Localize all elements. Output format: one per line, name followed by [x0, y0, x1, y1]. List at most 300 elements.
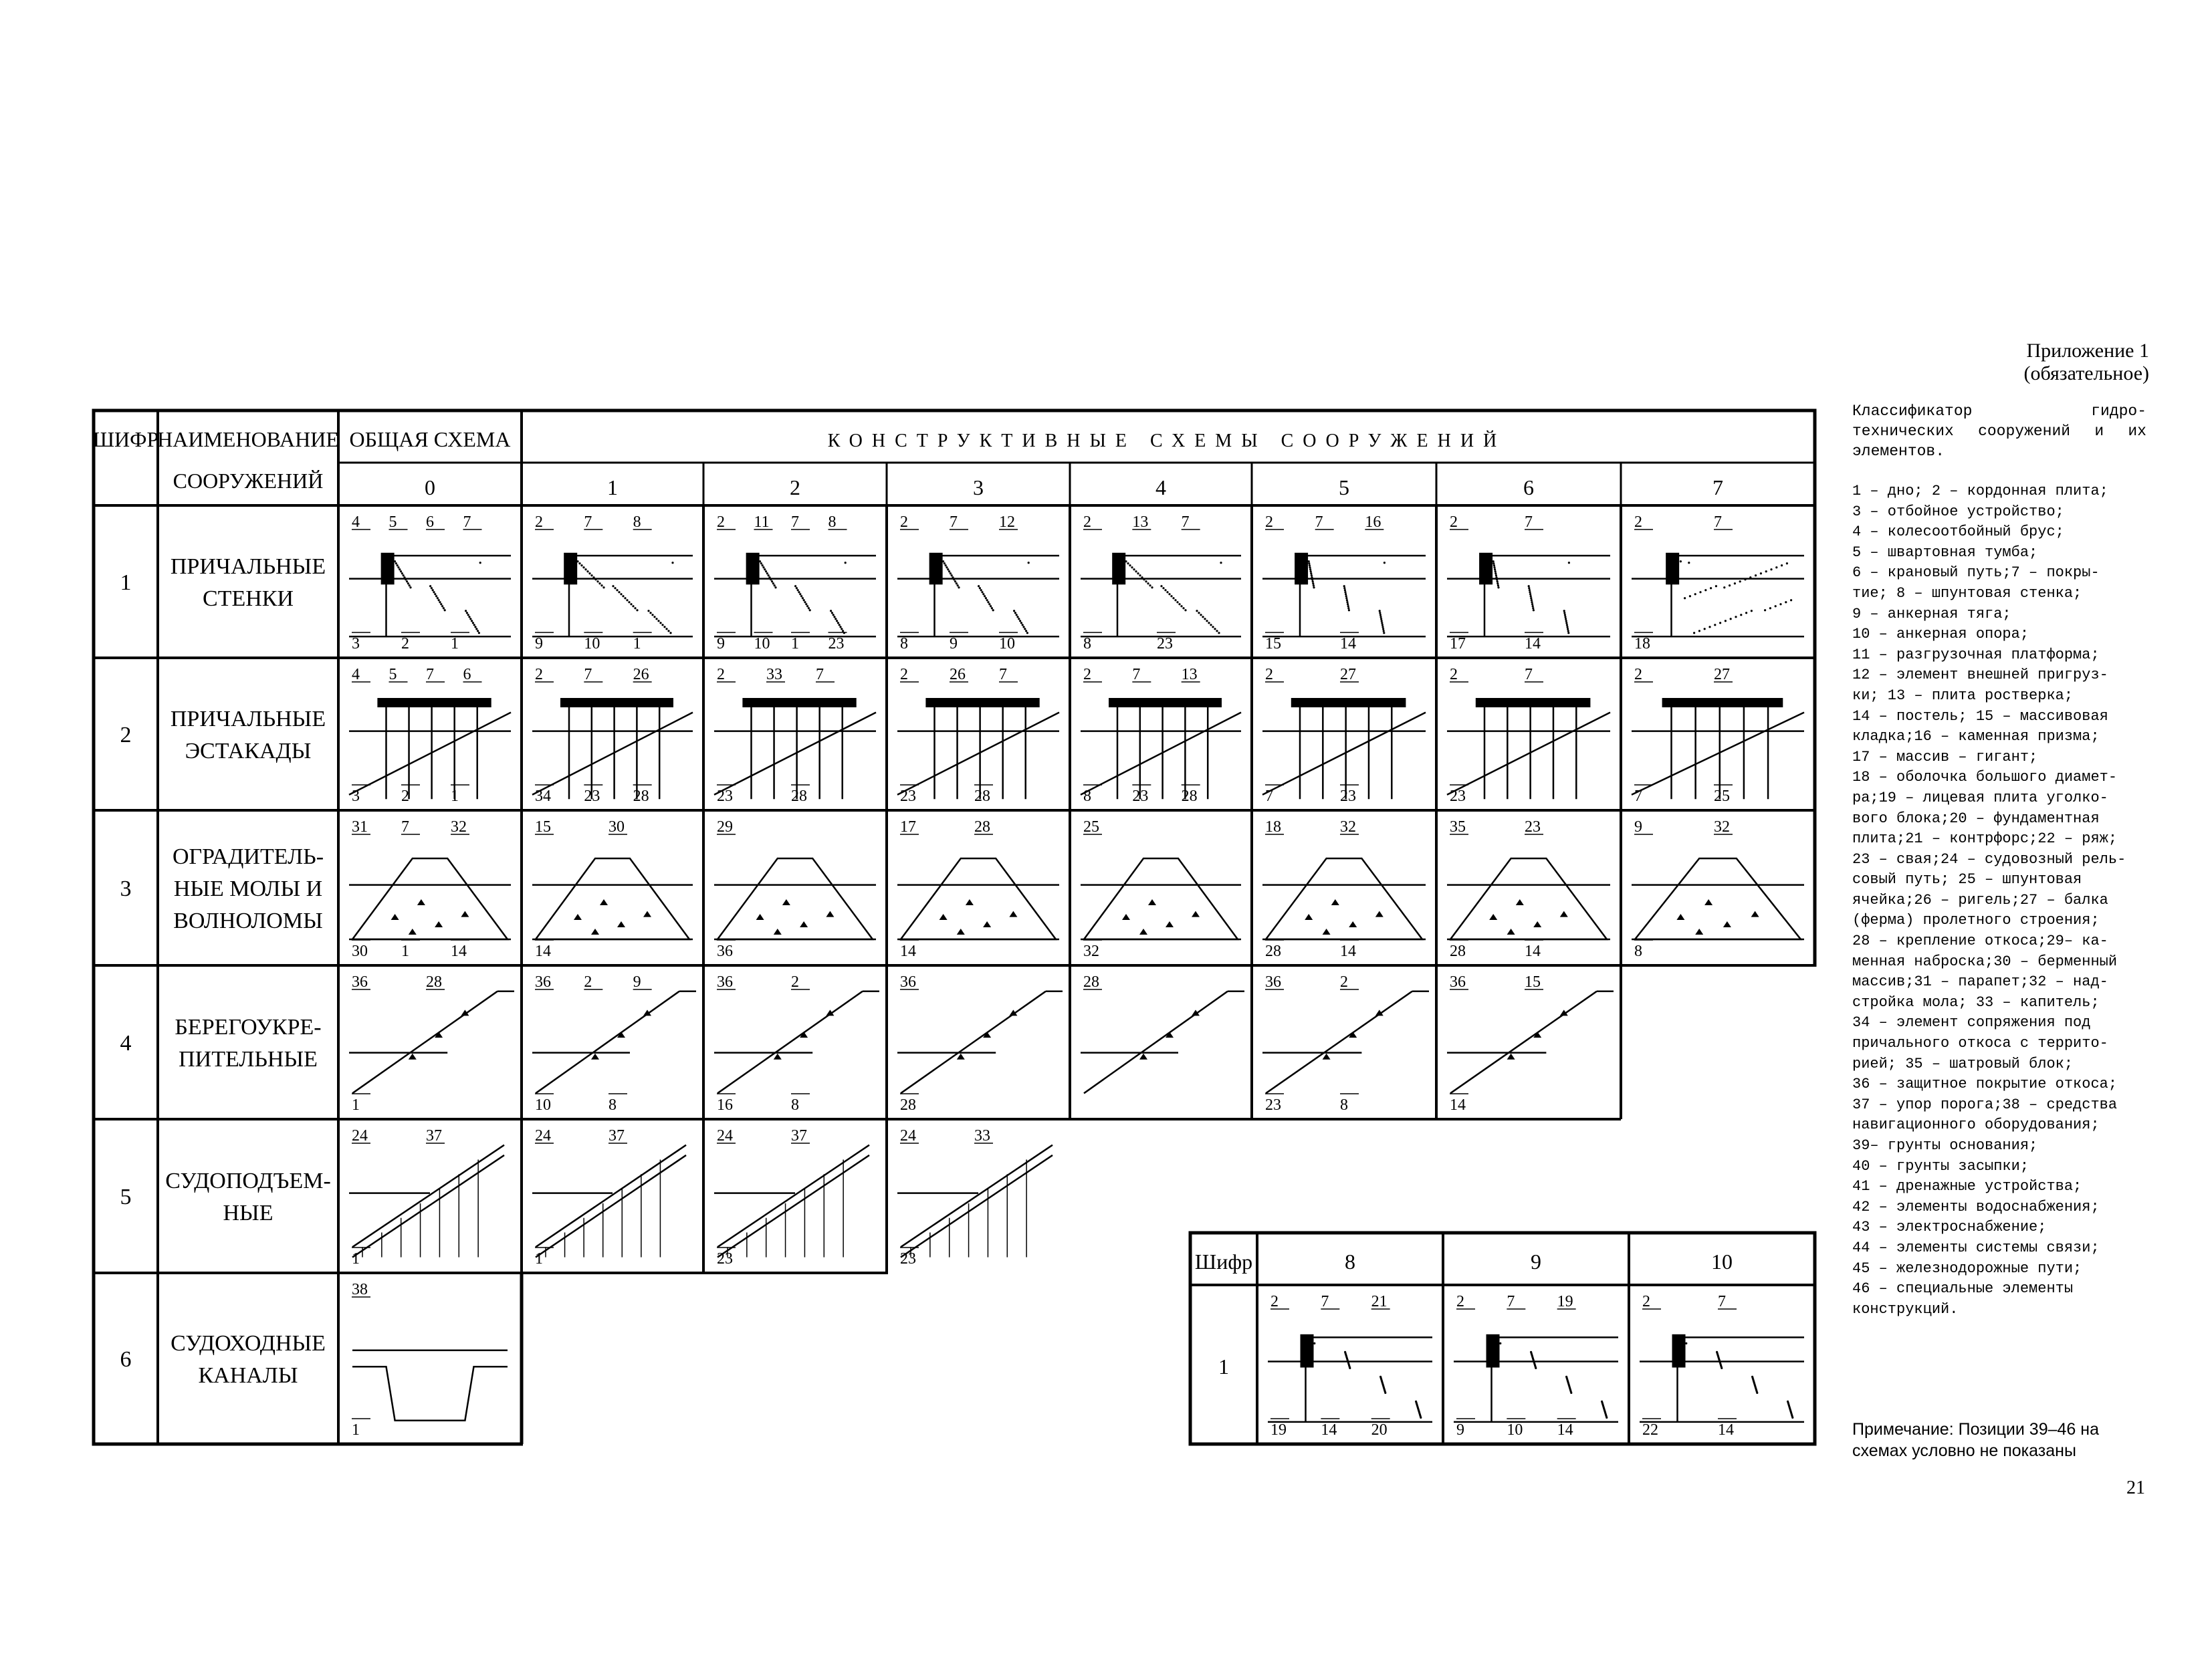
legend-item: 46 – специальные элементы: [1852, 1280, 2074, 1298]
fill-dot: [1347, 605, 1349, 607]
fill-dot: [1204, 618, 1206, 620]
fill-dot: [636, 609, 638, 611]
fill-dot: [1381, 620, 1383, 622]
fill-dot: [1740, 614, 1742, 616]
slope: [532, 713, 693, 795]
fill-dot: [1533, 609, 1535, 611]
fill-dot: [1495, 574, 1497, 576]
fill-dot: [1563, 612, 1565, 614]
callout-label: 7: [999, 666, 1007, 683]
fill-dot: [760, 562, 762, 564]
cordon: [1666, 553, 1679, 585]
fill-dot: [1379, 610, 1381, 612]
callout-label: 28: [974, 818, 990, 836]
row-name: БЕРЕГОУКРЕ-: [175, 1015, 322, 1040]
fill-dot: [1184, 609, 1186, 611]
callout-label: 7: [1181, 513, 1190, 531]
fill-dot: [1381, 622, 1383, 624]
fill-dot: [1174, 599, 1176, 601]
fill-dot: [1528, 587, 1530, 589]
callout-label: 7: [1718, 1293, 1726, 1310]
mask: [888, 1120, 1817, 1233]
callout-label: 9: [950, 635, 958, 653]
fill-dot: [1693, 632, 1695, 634]
callout-label: 2: [401, 635, 409, 653]
callout-label: 8: [900, 635, 908, 653]
stone: [1323, 929, 1331, 935]
callout-label: 23: [1450, 788, 1466, 805]
cordon: [564, 553, 577, 585]
fill-dot: [471, 620, 473, 622]
fill-dot: [409, 586, 411, 588]
slope: [717, 991, 863, 1094]
callout-label: 8: [1340, 1096, 1348, 1114]
fill-dot: [808, 607, 810, 609]
fill-dot: [1566, 624, 1568, 626]
legend-item: рией; 35 – шатровый блок;: [1852, 1055, 2074, 1072]
column-number: 1: [607, 475, 618, 499]
fill-dot: [1531, 601, 1533, 603]
callout-label: 23: [1157, 635, 1173, 653]
mound: [352, 858, 508, 939]
fill-dot: [1744, 578, 1746, 580]
fill-dot: [618, 591, 620, 593]
stone: [939, 914, 948, 920]
fill-dot: [1567, 630, 1569, 632]
callout-label: 19: [1270, 1421, 1287, 1439]
row-code: 3: [120, 876, 132, 901]
fill-dot: [1345, 595, 1347, 597]
callout-label: 2: [1265, 513, 1273, 531]
fill-dot: [1149, 584, 1151, 586]
fill-dot: [946, 566, 948, 568]
fill-dot: [469, 618, 471, 620]
slope: [1262, 713, 1426, 795]
scheme-r1-c0: [349, 666, 511, 805]
fill-dot: [809, 609, 811, 611]
fill-dot: [1383, 630, 1385, 632]
fill-dot: [1381, 624, 1384, 626]
fill-dot: [947, 568, 949, 570]
fill-dot: [1206, 620, 1208, 622]
fill-dot: [1495, 572, 1497, 574]
fill-dot: [590, 574, 592, 576]
scheme-r1-c5: [1262, 666, 1426, 805]
fill-dot: [799, 593, 801, 595]
legend-item: 39– грунты основания;: [1852, 1137, 2038, 1154]
callout-label: 7: [1132, 666, 1141, 683]
appendix-heading: [2024, 340, 2150, 385]
fill-dot: [1312, 580, 1314, 582]
scheme-r2-c1: [532, 818, 693, 960]
callout-label: 2: [1265, 666, 1273, 683]
fill-dot: [759, 560, 761, 562]
callout-label: 7: [791, 513, 799, 531]
rail-2: [536, 1155, 686, 1258]
fill-dot: [1755, 574, 1757, 576]
fill-dot: [433, 591, 435, 593]
callout-label: 37: [609, 1127, 625, 1145]
fill-dot: [765, 570, 767, 572]
scheme-r4-c2: [714, 1127, 869, 1268]
callout-label: 2: [717, 513, 725, 531]
mound: [1635, 858, 1801, 939]
fill-dot: [1345, 593, 1347, 595]
callout-label: 14: [535, 943, 551, 960]
row-name: ПРИЧАЛЬНЫЕ: [170, 554, 326, 579]
fill-dot: [803, 599, 805, 601]
fill-dot: [992, 609, 994, 611]
fill-dot: [833, 616, 835, 618]
fill-dot: [1313, 1342, 1315, 1344]
fill-dot: [614, 587, 616, 589]
fill-dot: [1020, 622, 1022, 624]
callout-label: 36: [900, 973, 916, 991]
fill-dot: [612, 585, 614, 587]
scheme-r0-c2: [714, 513, 876, 653]
callout-label: 7: [1525, 513, 1533, 531]
row-name: ЭСТАКАДЫ: [185, 739, 312, 763]
fill-dot: [978, 585, 980, 587]
fill-dot: [772, 582, 774, 584]
scheme-r3-c4: [1081, 973, 1244, 1093]
scheme-r3-c3: [897, 973, 1063, 1114]
callout-label: 1: [352, 1421, 360, 1439]
fill-dot: [806, 605, 808, 607]
callout-label: 28: [1083, 973, 1099, 991]
legend-item: 10 – анкерная опора;: [1852, 626, 2029, 643]
scheme-r3-c5: [1262, 973, 1429, 1114]
fill-dot: [833, 614, 835, 616]
callout-label: 28: [1181, 788, 1198, 805]
stone: [1305, 914, 1313, 920]
fill-dot: [1531, 603, 1533, 605]
fill-dot: [1172, 597, 1174, 599]
callout-label: 6: [426, 513, 434, 531]
fill-dot: [766, 572, 768, 574]
callout-label: 36: [1450, 973, 1466, 991]
fill-dot: [405, 578, 407, 580]
fill-dot: [1212, 626, 1214, 628]
header-constructive: КОНСТРУКТИВНЫЕ СХЕМЫ СООРУЖЕНИЙ: [827, 431, 1507, 451]
header-code: ШИФР: [92, 427, 159, 451]
scheme-r2-c7: [1632, 818, 1804, 960]
fill-dot: [1345, 597, 1347, 599]
fill-dot: [1725, 620, 1727, 622]
callout-label: 26: [950, 666, 966, 683]
scheme-r2-c5: [1262, 818, 1426, 960]
callout-label: 6: [463, 666, 471, 683]
mound: [536, 858, 689, 939]
fill-dot: [395, 562, 397, 564]
stone: [1507, 1054, 1515, 1060]
fill-dot: [1162, 587, 1164, 589]
legend-item: навигационного оборудования;: [1852, 1116, 2100, 1134]
fill-dot: [1018, 618, 1020, 620]
stone: [643, 911, 651, 917]
fill-dot: [1497, 582, 1499, 584]
fill-dot: [988, 603, 990, 605]
fill-dot: [1564, 616, 1566, 618]
fill-dot: [440, 603, 442, 605]
slope: [349, 713, 511, 795]
fill-dot: [580, 564, 582, 566]
fill-dot: [1699, 591, 1701, 593]
slope: [714, 713, 876, 795]
fill-dot: [944, 562, 946, 564]
fill-dot: [651, 614, 653, 616]
callout-label: 2: [1634, 666, 1642, 683]
callout-label: 10: [1507, 1421, 1523, 1439]
fill-dot: [403, 576, 405, 578]
fill-dot: [600, 584, 602, 586]
fill-dot: [953, 578, 955, 580]
legend-item: менная наброска;30 – берменный: [1852, 953, 2118, 970]
callout-label: 1: [451, 788, 459, 805]
stone: [574, 914, 582, 920]
callout-label: 23: [717, 1250, 733, 1268]
callout-label: 26: [633, 666, 649, 683]
scheme-r6-c9: [1454, 1293, 1618, 1439]
callout-label: 14: [1525, 635, 1541, 653]
legend-item: 45 – железнодорожные пути;: [1852, 1260, 2082, 1277]
fill-dot: [984, 595, 986, 597]
scheme-r1-c6: [1447, 666, 1610, 805]
fill-dot: [665, 628, 667, 630]
fill-dot: [1714, 624, 1716, 626]
legend-item: конструкций.: [1852, 1300, 1959, 1318]
mound: [1450, 858, 1607, 939]
fill-dot: [598, 582, 600, 584]
fill-dot: [1220, 562, 1222, 564]
slope: [1632, 713, 1804, 795]
fill-dot: [982, 593, 984, 595]
callout-label: 7: [1507, 1293, 1515, 1310]
slope: [1447, 713, 1610, 795]
callout-label: 14: [1340, 635, 1356, 653]
fill-dot: [659, 622, 661, 624]
callout-label: 13: [1132, 513, 1149, 531]
stone: [1122, 914, 1130, 920]
callout-label: 8: [828, 513, 837, 531]
callout-label: 10: [584, 635, 600, 653]
scheme-r1-c7: [1632, 666, 1804, 805]
callout-label: 27: [1340, 666, 1356, 683]
fill-dot: [830, 610, 832, 612]
legend-item: (ферма) пролетного строения;: [1852, 912, 2100, 929]
deck: [1476, 698, 1591, 707]
fill-dot: [667, 630, 669, 632]
fill-dot: [602, 586, 604, 588]
callout-label: 16: [717, 1096, 733, 1114]
fill-dot: [1310, 570, 1312, 572]
legend-item: 5 – швартовная тумба;: [1852, 544, 2038, 561]
fill-dot: [616, 589, 618, 591]
callout-label: 15: [1525, 973, 1541, 991]
fill-dot: [1343, 585, 1345, 587]
fill-dot: [774, 586, 776, 588]
fill-dot: [1022, 626, 1024, 628]
fill-dot: [951, 574, 953, 576]
fill-dot: [768, 576, 770, 578]
fill-dot: [1216, 630, 1218, 632]
fill-dot: [1379, 1376, 1381, 1378]
callout-label: 8: [1634, 943, 1642, 960]
fill-dot: [1496, 578, 1498, 580]
fill-dot: [1210, 624, 1212, 626]
fill-dot: [628, 601, 630, 603]
callout-label: 30: [352, 943, 368, 960]
legend-item: 42 – элементы водоснабжения;: [1852, 1198, 2100, 1215]
callout-label: 23: [900, 1250, 916, 1268]
fill-dot: [1497, 584, 1499, 586]
stone: [1695, 929, 1703, 935]
callout-label: 7: [584, 513, 592, 531]
fill-dot: [1026, 632, 1028, 634]
fill-dot: [1531, 599, 1533, 601]
deck: [742, 698, 856, 707]
fill-dot: [1563, 610, 1565, 612]
fill-dot: [582, 566, 584, 568]
fill-dot: [981, 591, 983, 593]
fill-dot: [986, 599, 988, 601]
legend-item: 1 – дно; 2 – кордонная плита;: [1852, 483, 2108, 499]
fill-dot: [1764, 609, 1766, 611]
fill-dot: [432, 589, 434, 591]
scheme-r2-c6: [1447, 818, 1610, 960]
deck: [377, 698, 491, 707]
stone: [983, 921, 991, 927]
fill-dot: [1313, 584, 1315, 586]
fill-dot: [1024, 628, 1026, 630]
fill-dot: [409, 584, 411, 586]
callout-label: 36: [1265, 973, 1281, 991]
fill-dot: [836, 620, 838, 622]
fill-dot: [1529, 591, 1531, 593]
fill-dot: [948, 570, 950, 572]
fill-dot: [1145, 580, 1147, 582]
fill-dot: [1168, 593, 1170, 595]
fill-dot: [1198, 612, 1200, 614]
fill-dot: [1379, 612, 1381, 614]
scheme-r4-c1: [532, 1127, 686, 1268]
callout-label: 14: [451, 943, 467, 960]
callout-label: 32: [1083, 943, 1099, 960]
fill-dot: [397, 564, 399, 566]
fill-dot: [1708, 626, 1710, 628]
callout-label: 2: [1456, 1293, 1464, 1310]
header-general-num: 0: [425, 475, 435, 499]
callout-label: 14: [1718, 1421, 1734, 1439]
fill-dot: [1494, 568, 1496, 570]
fill-dot: [397, 566, 399, 568]
callout-label: 14: [1321, 1421, 1337, 1439]
slope: [1266, 991, 1412, 1094]
fill-dot: [1383, 632, 1385, 634]
fill-dot: [438, 599, 440, 601]
fill-dot: [1745, 612, 1747, 614]
scheme-r2-c3: [897, 818, 1059, 960]
fill-dot: [841, 628, 843, 630]
fill-dot: [762, 564, 764, 566]
rail: [536, 1145, 686, 1248]
rail-2: [717, 1155, 869, 1258]
fill-dot: [762, 566, 764, 568]
scheme-r0-c4: [1081, 513, 1241, 653]
callout-label: 1: [633, 635, 641, 653]
fill-dot: [1178, 603, 1180, 605]
stone: [1751, 911, 1759, 917]
scheme-r1-c3: [897, 666, 1059, 805]
fill-dot: [1022, 624, 1024, 626]
callout-label: 2: [791, 973, 799, 991]
fill-dot: [1781, 564, 1783, 566]
scheme-r0-c1: [532, 513, 693, 653]
fill-dot: [1493, 566, 1495, 568]
callout-label: 15: [1265, 635, 1281, 653]
fill-dot: [1160, 585, 1162, 587]
callout-label: 33: [974, 1127, 990, 1145]
deck: [925, 698, 1039, 707]
subtable-row-code: 1: [1218, 1354, 1229, 1379]
fill-dot: [632, 605, 634, 607]
deck: [1662, 698, 1783, 707]
cordon: [381, 553, 395, 585]
fill-dot: [1139, 574, 1141, 576]
fill-dot: [1182, 607, 1184, 609]
stone: [782, 899, 790, 905]
fill-dot: [1127, 562, 1129, 564]
fill-dot: [958, 586, 960, 588]
classifier-title: Классификатор гидро- технических сооружений и их элементов.: [1852, 402, 2146, 460]
column-number: 3: [973, 475, 984, 499]
fill-dot: [950, 572, 952, 574]
fill-dot: [1497, 586, 1499, 588]
callout-label: 19: [1557, 1293, 1573, 1310]
callout-label: 9: [717, 635, 725, 653]
callout-label: 33: [766, 666, 782, 683]
fill-dot: [1735, 616, 1737, 618]
callout-label: 8: [609, 1096, 617, 1114]
fill-dot: [837, 622, 839, 624]
fill-dot: [1719, 622, 1721, 624]
fill-dot: [979, 587, 981, 589]
fill-dot: [1751, 610, 1753, 612]
fill-dot: [624, 597, 626, 599]
callout-label: 28: [1265, 943, 1281, 960]
scheme-r0-c5: [1262, 513, 1426, 653]
legend-item: 37 – упор порога;38 – средства: [1852, 1096, 2118, 1113]
callout-label: 10: [535, 1096, 551, 1114]
deck: [1109, 698, 1222, 707]
fill-dot: [400, 570, 402, 572]
callout-label: 7: [1634, 788, 1642, 805]
stone: [409, 929, 417, 935]
row-name: ВОЛНОЛОМЫ: [173, 909, 323, 933]
fill-dot: [839, 626, 841, 628]
fill-dot: [663, 626, 665, 628]
fill-dot: [1775, 566, 1777, 568]
mound: [901, 858, 1056, 939]
fill-dot: [991, 607, 993, 609]
mask: [888, 1233, 1190, 1447]
header-name-1: НАИМЕНОВАНИЕ: [157, 427, 339, 451]
fill-dot: [1532, 607, 1534, 609]
fill-dot: [1530, 595, 1532, 597]
callout-label: 36: [717, 973, 733, 991]
fill-dot: [1492, 560, 1495, 562]
fill-dot: [1129, 564, 1131, 566]
